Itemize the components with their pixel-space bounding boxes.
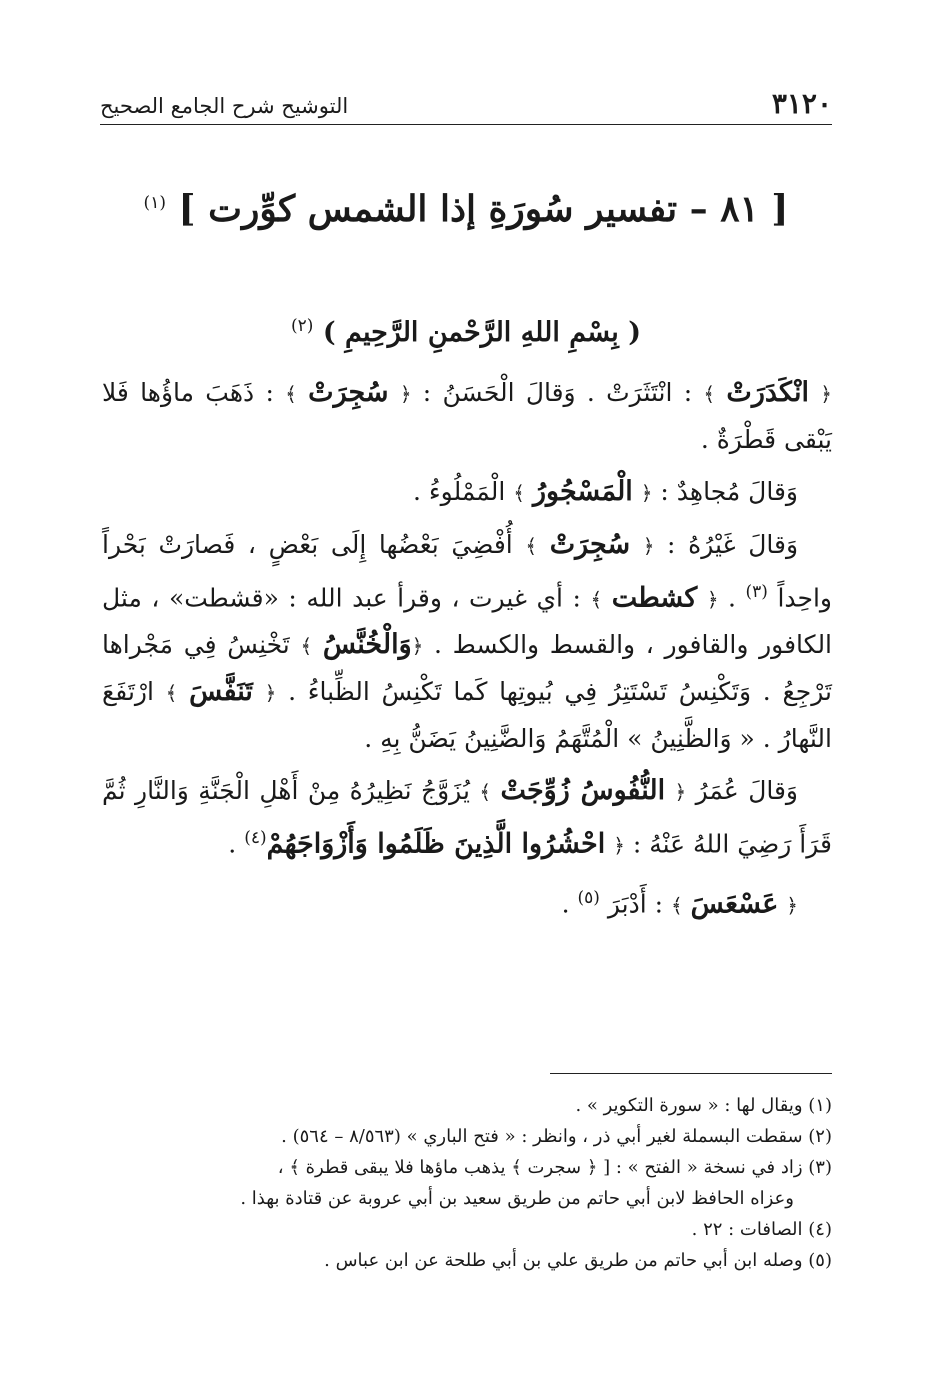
ornate-bracket-close: ﴾	[165, 681, 178, 706]
quran-word: تَنَفَّسَ	[189, 676, 253, 708]
footnote-5: (٥) وصله ابن أبي حاتم من طريق علي بن أبي طلحة عن ابن عباس .	[324, 1250, 832, 1271]
footnote-3: (٣) زاد في نسخة « الفتح » : [ ﴿ سجرت ﴾ يذهب ماؤها فلا يبقى قطرة ﴾ ،	[277, 1157, 832, 1178]
commentary-text: : أي غيرت ، وقرأ عبد الله : «قشطت» ، مثل الكافور والقافور ، والقسط والكسط .	[102, 583, 833, 660]
ornate-bracket-open: ﴿	[674, 780, 687, 805]
ornate-bracket-close: ﴾	[513, 481, 525, 505]
ornate-bracket-close: ﴾	[285, 382, 297, 406]
chapter-title-text: [ ٨١ – تفسير سُورَةِ إذا الشمس كوِّرت ]	[178, 188, 789, 230]
ornate-bracket-open: ﴿	[613, 833, 625, 858]
quran-word: سُجِرَتْ	[549, 529, 631, 560]
commentary-text: ارْتَفَعَ النَّهارُ . « وَالظَّنِينُ » الْمُتَّهَمُ وَالضَّنِينُ يَضَنُّ بِهِ .	[102, 677, 832, 754]
commentary-text: .	[228, 829, 245, 859]
ornate-bracket-close: ﴾	[590, 587, 603, 612]
footnote-2: (٢) سقطت البسملة لغير أبي ذر ، وانظر : « فتح الباري » (٨/٥٦٣ – ٥٦٤) .	[281, 1126, 832, 1147]
commentary-text: تَخْنِسُ فِي مَجْراها تَرْجِعُ . وَتَكْنِسُ تَسْتَتِرُ فِي بُيوتِها كَما تَكْنِسُ الظِّباءُ .	[102, 630, 832, 707]
quran-word: كشطت	[611, 582, 698, 614]
ornate-bracket-open: ﴿	[264, 681, 277, 706]
book-title: التوشيح شرح الجامع الصحيح	[100, 94, 349, 118]
chapter-note-ref: (١)	[143, 193, 166, 213]
quran-word: انْكَدَرَتْ	[726, 377, 809, 408]
ornate-bracket-close: ﴾	[525, 534, 538, 558]
ornate-bracket-close: ﴾	[703, 382, 716, 406]
ornate-bracket-open: ﴿	[642, 534, 655, 558]
commentary-text: : أَدْبَرَ	[599, 888, 671, 918]
quran-word: سُجِرَتْ	[308, 377, 389, 408]
quran-word: الْمَسْجُورُ	[532, 476, 633, 507]
paragraph-1	[102, 370, 832, 463]
chapter-title	[100, 188, 832, 230]
footnote-4: (٤) الصافات : ٢٢ .	[691, 1219, 832, 1240]
basmala	[100, 316, 832, 348]
commentary-text: : ذَهَبَ ماؤُها فَلا يَبْقى قَطْرَةٌ .	[102, 378, 832, 454]
footnote-3-continued: وعزاه الحافظ لابن أبي حاتم من طريق سعيد بن أبي عروبة عن قتادة بهذا .	[240, 1188, 794, 1209]
paragraph-3	[102, 522, 832, 762]
footnotes	[102, 1090, 832, 1276]
ornate-bracket-open: ﴿	[640, 481, 653, 505]
paragraph-5	[102, 875, 832, 928]
quran-word: النُّفُوسُ زُوِّجَتْ	[500, 775, 666, 807]
ornate-bracket-close: ﴾	[300, 634, 313, 659]
paragraph-2	[102, 469, 832, 516]
note-ref: (٣)	[745, 582, 768, 602]
page-number: ٣١٢٠	[771, 87, 832, 120]
commentary-text: .	[561, 888, 578, 918]
basmala-note-ref: (٢)	[290, 316, 314, 336]
commentary-text: الْمَمْلُوءُ .	[413, 477, 514, 506]
basmala-text: ( بِسْمِ اللهِ الرَّحْمنِ الرَّحِيمِ )	[322, 317, 641, 348]
ornate-bracket-open: ﴿	[411, 634, 424, 659]
note-ref: (٤)	[244, 828, 267, 849]
ornate-bracket-open: ﴿	[706, 587, 719, 612]
quran-verse: احْشُرُوا الَّذِينَ ظَلَمُوا وَأَزْوَاجَهُمْ	[266, 828, 606, 860]
commentary-text: وَقالَ مُجاهِدٌ :	[652, 477, 798, 506]
ornate-bracket-open: ﴿	[786, 892, 798, 917]
commentary-text: أُفْضِيَ بَعْضُها إِلَى بَعْضٍ ، فَصارَتْ بَحْراً واحِداً	[102, 530, 832, 613]
ornate-bracket-open: ﴿	[399, 382, 412, 406]
quran-word: عَسْعَسَ	[690, 887, 779, 919]
quran-word: وَالْخُنَّسُ	[322, 629, 412, 661]
note-ref: (٥)	[577, 887, 600, 908]
commentary-text: وَقالَ عُمَرُ	[686, 776, 799, 806]
paragraph-4	[102, 768, 832, 868]
commentary-text: .	[718, 583, 746, 613]
ornate-bracket-close: ﴾	[671, 892, 683, 917]
ornate-bracket-close: ﴾	[479, 780, 492, 805]
page-header	[100, 84, 832, 125]
footnote-divider	[550, 1073, 832, 1074]
commentary-text: وَقالَ غَيْرُهُ :	[654, 530, 799, 559]
footnote-1: (١) ويقال لها : « سورة التكوير » .	[575, 1095, 832, 1116]
commentary-text: : انْتَثَرَتْ . وَقالَ الْحَسَنُ :	[411, 378, 704, 407]
commentary-text: يُزَوَّجُ نَظِيرُهُ مِنْ أَهْلِ الْجَنَّةِ وَالنَّارِ ثُمَّ قَرَأَ رَضِيَ اللهُ عَنْهُ :	[102, 776, 832, 859]
ornate-bracket-open: ﴿	[820, 382, 832, 406]
main-text	[102, 370, 832, 934]
